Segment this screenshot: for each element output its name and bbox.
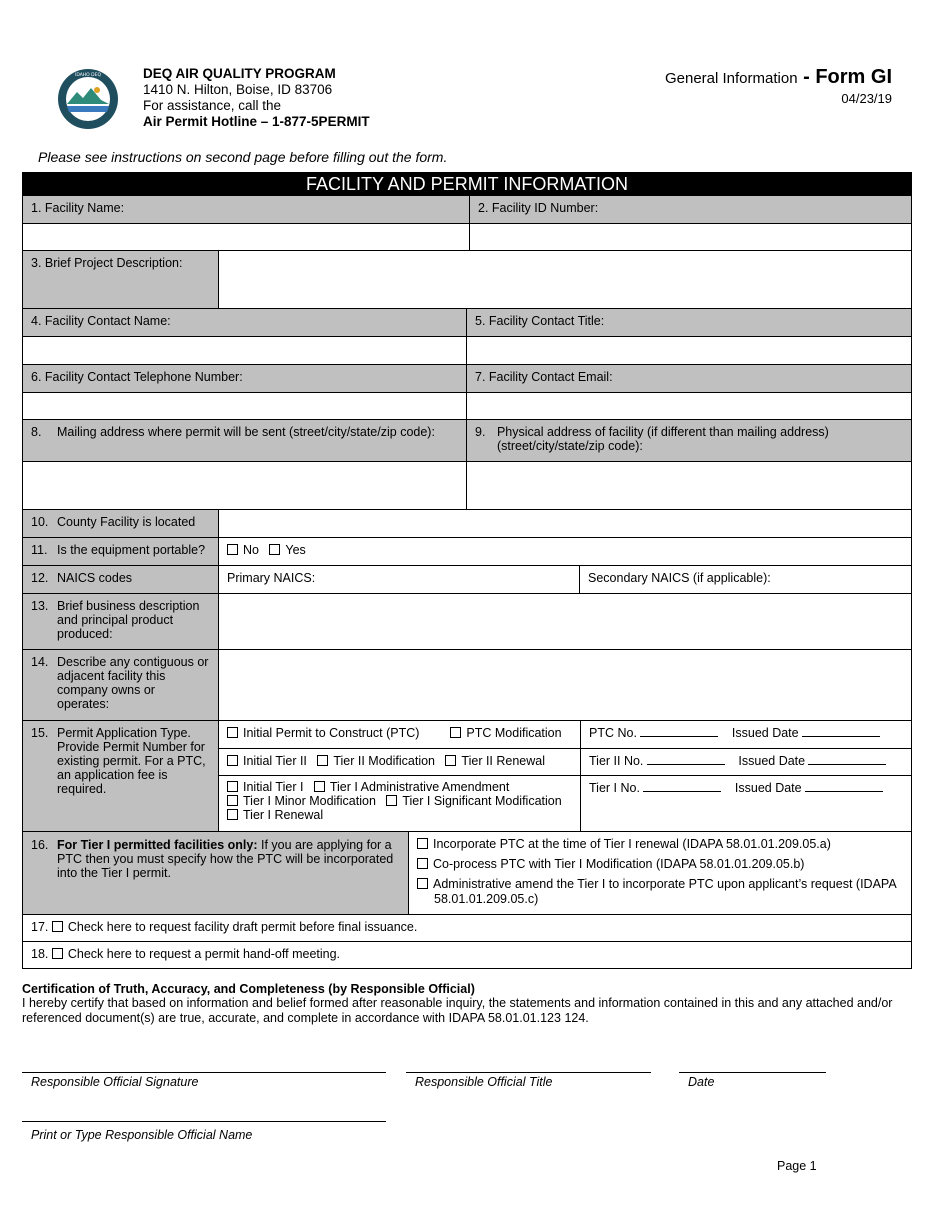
org-header bbox=[143, 66, 370, 130]
portable-label: 11. Is the equipment portable? bbox=[23, 538, 218, 565]
portable-no-checkbox[interactable] bbox=[227, 544, 238, 555]
official-title-field[interactable]: Responsible Official Title bbox=[406, 1072, 651, 1089]
tier2-number-field[interactable] bbox=[647, 764, 725, 765]
adjacent-facility-label: 14. Describe any contiguous or adjacent facility this company owns or operates: bbox=[23, 650, 218, 720]
official-name-field[interactable]: Print or Type Responsible Official Name bbox=[22, 1121, 386, 1142]
signature-field[interactable]: Responsible Official Signature bbox=[22, 1072, 386, 1089]
secondary-naics-field[interactable]: Secondary NAICS (if applicable): bbox=[579, 566, 911, 593]
tier2-issued-date-field[interactable] bbox=[808, 764, 886, 765]
tier1-number-row: Tier I No. Issued Date bbox=[580, 776, 911, 831]
tier1-renewal-checkbox[interactable] bbox=[227, 809, 238, 820]
form-header bbox=[665, 66, 892, 106]
handoff-meeting-request: 18. Check here to request a permit hand-off meeting. bbox=[23, 942, 911, 968]
business-description-label: 13. Brief business description and principal product produced: bbox=[23, 594, 218, 649]
form-date: 04/23/19 bbox=[841, 91, 892, 106]
contact-title-label: 5. Facility Contact Title: bbox=[466, 309, 911, 336]
tier1-significant-mod-checkbox[interactable] bbox=[386, 795, 397, 806]
incorporate-ptc-renewal-checkbox[interactable] bbox=[417, 838, 428, 849]
tier1-admin-amendment-checkbox[interactable] bbox=[314, 781, 325, 792]
deq-logo bbox=[55, 68, 121, 130]
tier1-ptc-options: Incorporate PTC at the time of Tier I renewal (IDAPA 58.01.01.209.05.a) Co-process PTC with Tier I Modification (IDAPA 58.01.01.209.05.b) Administrative amend the Tier I to incorporate PTC upon applicant’s request (IDAPA 58.01.01.209.05.c) bbox=[408, 832, 911, 914]
certification-text: I hereby certify that based on information and belief formed after reasonable inquiry, the statements and information contained in this and any attached and/or referenced document(s) are true, accurate, and complete in accordance with IDAPA 58.01.01.123 124. bbox=[22, 996, 893, 1025]
contact-title-field[interactable] bbox=[466, 337, 911, 364]
ptc-issued-date-field[interactable] bbox=[802, 736, 880, 737]
tier1-issued-date-field[interactable] bbox=[805, 791, 883, 792]
form-title: General Information - Form GI bbox=[664, 66, 892, 88]
facility-id-label: 2. Facility ID Number: bbox=[469, 196, 911, 223]
contact-email-label: 7. Facility Contact Email: bbox=[466, 365, 911, 392]
coprocess-ptc-checkbox[interactable] bbox=[417, 858, 428, 869]
page-number: Page 1 bbox=[777, 1159, 817, 1173]
county-field[interactable] bbox=[218, 510, 911, 537]
contact-name-label: 4. Facility Contact Name: bbox=[23, 309, 466, 336]
tier2-renewal-checkbox[interactable] bbox=[445, 755, 456, 766]
tier1-minor-mod-checkbox[interactable] bbox=[227, 795, 238, 806]
hotline: Air Permit Hotline – 1-877-5PERMIT bbox=[143, 114, 370, 129]
primary-naics-field[interactable]: Primary NAICS: bbox=[218, 566, 579, 593]
facility-permit-form bbox=[22, 172, 912, 969]
ptc-number-row: PTC No. Issued Date bbox=[580, 721, 911, 748]
contact-phone-label: 6. Facility Contact Telephone Number: bbox=[23, 365, 466, 392]
form-name: Form GI bbox=[815, 66, 892, 88]
physical-address-label: 9. Physical address of facility (if different than mailing address) (street/city/state/zip code): bbox=[466, 420, 911, 461]
ptc-modification-checkbox[interactable] bbox=[450, 727, 461, 738]
ptc-number-field[interactable] bbox=[640, 736, 718, 737]
adjacent-facility-field[interactable] bbox=[218, 650, 911, 720]
mailing-address-label: 8. Mailing address where permit will be sent (street/city/state/zip code): bbox=[23, 420, 466, 461]
naics-label: 12. NAICS codes bbox=[23, 566, 218, 593]
draft-permit-request: 17. Check here to request facility draft permit before final issuance. bbox=[23, 915, 911, 941]
portable-yes-label: Yes bbox=[285, 543, 306, 557]
org-assistance: For assistance, call the bbox=[143, 98, 282, 113]
contact-name-field[interactable] bbox=[23, 337, 466, 364]
handoff-meeting-checkbox[interactable] bbox=[52, 948, 63, 959]
date-field[interactable]: Date bbox=[679, 1072, 826, 1089]
org-address: 1410 N. Hilton, Boise, ID 83706 bbox=[143, 82, 333, 97]
permit-type-options: Initial Permit to Construct (PTC) PTC Modification PTC No. Issued Date Initial Tier II Tier II Modification Tier II Renewal Tier II No. Issued Date Initial Tier I Tier I Administrative Amendment Tier I Minor Modification Tier I Significant Modification Tier I Renewal Tier I No. Issued Date bbox=[218, 721, 911, 831]
admin-amend-ptc-checkbox[interactable] bbox=[417, 878, 428, 889]
svg-text:IDAHO DEQ: IDAHO DEQ bbox=[75, 73, 101, 78]
facility-id-field[interactable] bbox=[469, 224, 911, 250]
portable-options bbox=[218, 538, 911, 565]
permit-type-label: 15. Permit Application Type. Provide Permit Number for existing permit. For a PTC, an application fee is required. bbox=[23, 721, 218, 831]
portable-yes-checkbox[interactable] bbox=[269, 544, 280, 555]
contact-phone-field[interactable] bbox=[23, 393, 466, 419]
facility-name-label: 1. Facility Name: bbox=[23, 196, 469, 223]
physical-address-field[interactable] bbox=[466, 462, 911, 509]
county-label: 10. County Facility is located bbox=[23, 510, 218, 537]
portable-no-label: No bbox=[243, 543, 259, 557]
instruction-text: Please see instructions on second page before filling out the form. bbox=[38, 149, 448, 165]
project-description-field[interactable] bbox=[218, 251, 911, 308]
certification-title: Certification of Truth, Accuracy, and Completeness (by Responsible Official) bbox=[22, 982, 475, 996]
initial-tier2-checkbox[interactable] bbox=[227, 755, 238, 766]
draft-permit-checkbox[interactable] bbox=[52, 921, 63, 932]
section-title: FACILITY AND PERMIT INFORMATION bbox=[23, 173, 911, 195]
tier1-ptc-label: 16. For Tier I permitted facilities only: If you are applying for a PTC then you must specify how the PTC will be incorporated into the Tier I permit. bbox=[23, 832, 408, 914]
business-description-field[interactable] bbox=[218, 594, 911, 649]
tier2-modification-checkbox[interactable] bbox=[317, 755, 328, 766]
contact-email-field[interactable] bbox=[466, 393, 911, 419]
tier1-number-field[interactable] bbox=[643, 791, 721, 792]
initial-tier1-checkbox[interactable] bbox=[227, 781, 238, 792]
facility-name-field[interactable] bbox=[23, 224, 469, 250]
mailing-address-field[interactable] bbox=[23, 462, 466, 509]
project-description-label: 3. Brief Project Description: bbox=[23, 251, 218, 308]
tier2-number-row: Tier II No. Issued Date bbox=[580, 749, 911, 775]
initial-ptc-checkbox[interactable] bbox=[227, 727, 238, 738]
org-name: DEQ AIR QUALITY PROGRAM bbox=[143, 66, 336, 81]
